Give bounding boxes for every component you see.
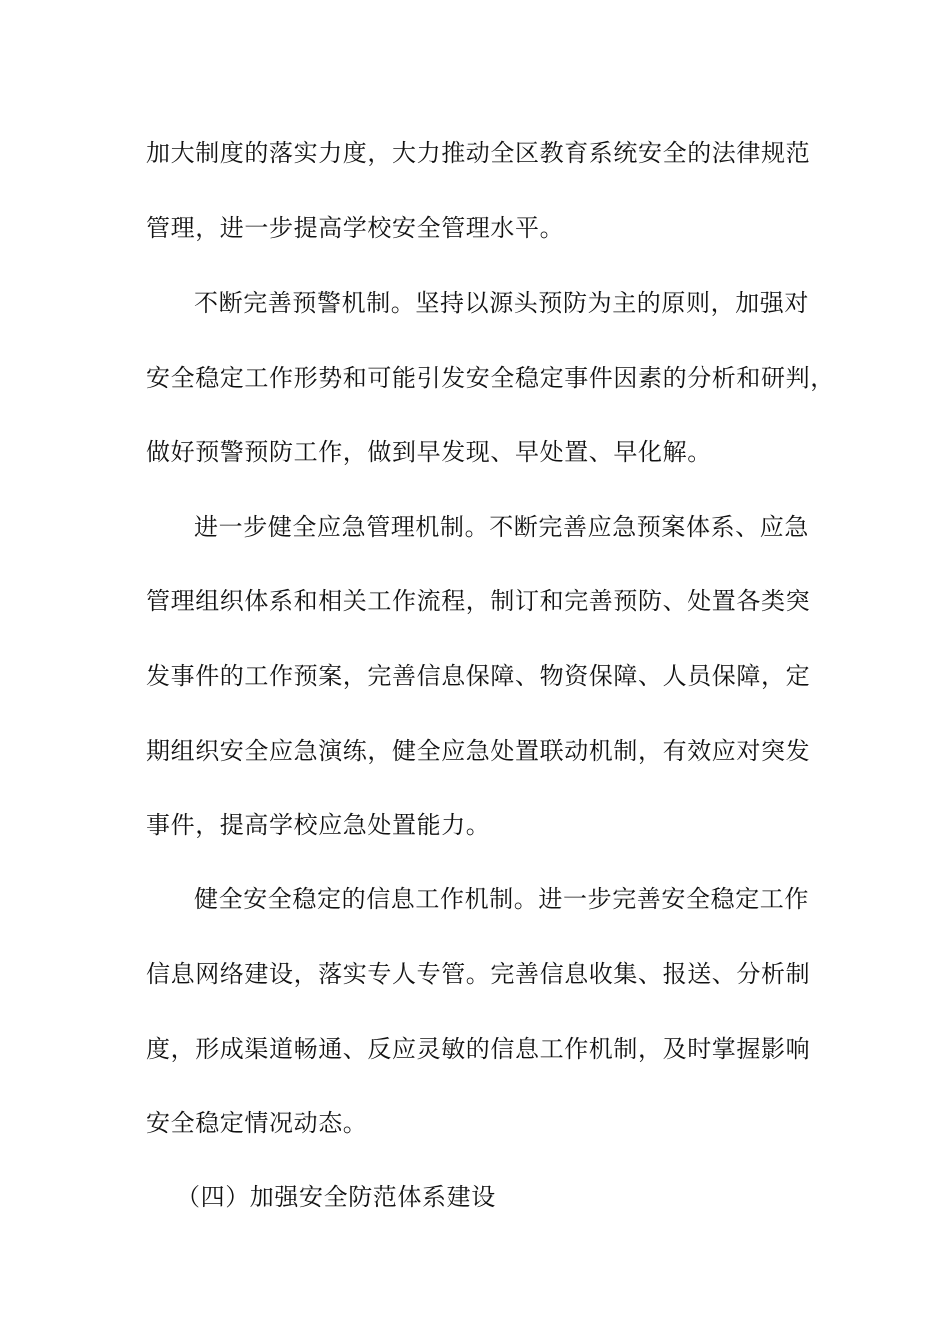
paragraph-line: 进一步健全应急管理机制。不断完善应急预案体系、应急 [194,513,809,541]
paragraph-line: 安全稳定工作形势和可能引发安全稳定事件因素的分析和研判， [146,364,835,392]
paragraph-line: 加大制度的落实力度，大力推动全区教育系统安全的法律规范 [146,139,811,167]
paragraph-line: 事件，提高学校应急处置能力。 [146,811,491,839]
paragraph-line: 期组织安全应急演练，健全应急处置联动机制，有效应对突发 [146,737,811,765]
paragraph-line: 不断完善预警机制。坚持以源头预防为主的原则，加强对 [194,289,809,317]
paragraph-line: 度，形成渠道畅通、反应灵敏的信息工作机制，及时掌握影响 [146,1035,811,1063]
paragraph-line: 管理，进一步提高学校安全管理水平。 [146,214,565,242]
paragraph-line: 做好预警预防工作，做到早发现、早处置、早化解。 [146,438,712,466]
section-heading: （四）加强安全防范体系建设 [176,1183,496,1211]
paragraph-line: 信息网络建设，落实专人专管。完善信息收集、报送、分析制 [146,960,811,988]
paragraph-line: 发事件的工作预案，完善信息保障、物资保障、人员保障，定 [146,662,811,690]
paragraph-line: 安全稳定情况动态。 [146,1109,368,1137]
paragraph-line: 健全安全稳定的信息工作机制。进一步完善安全稳定工作 [194,885,809,913]
paragraph-line: 管理组织体系和相关工作流程，制订和完善预防、处置各类突 [146,587,811,615]
